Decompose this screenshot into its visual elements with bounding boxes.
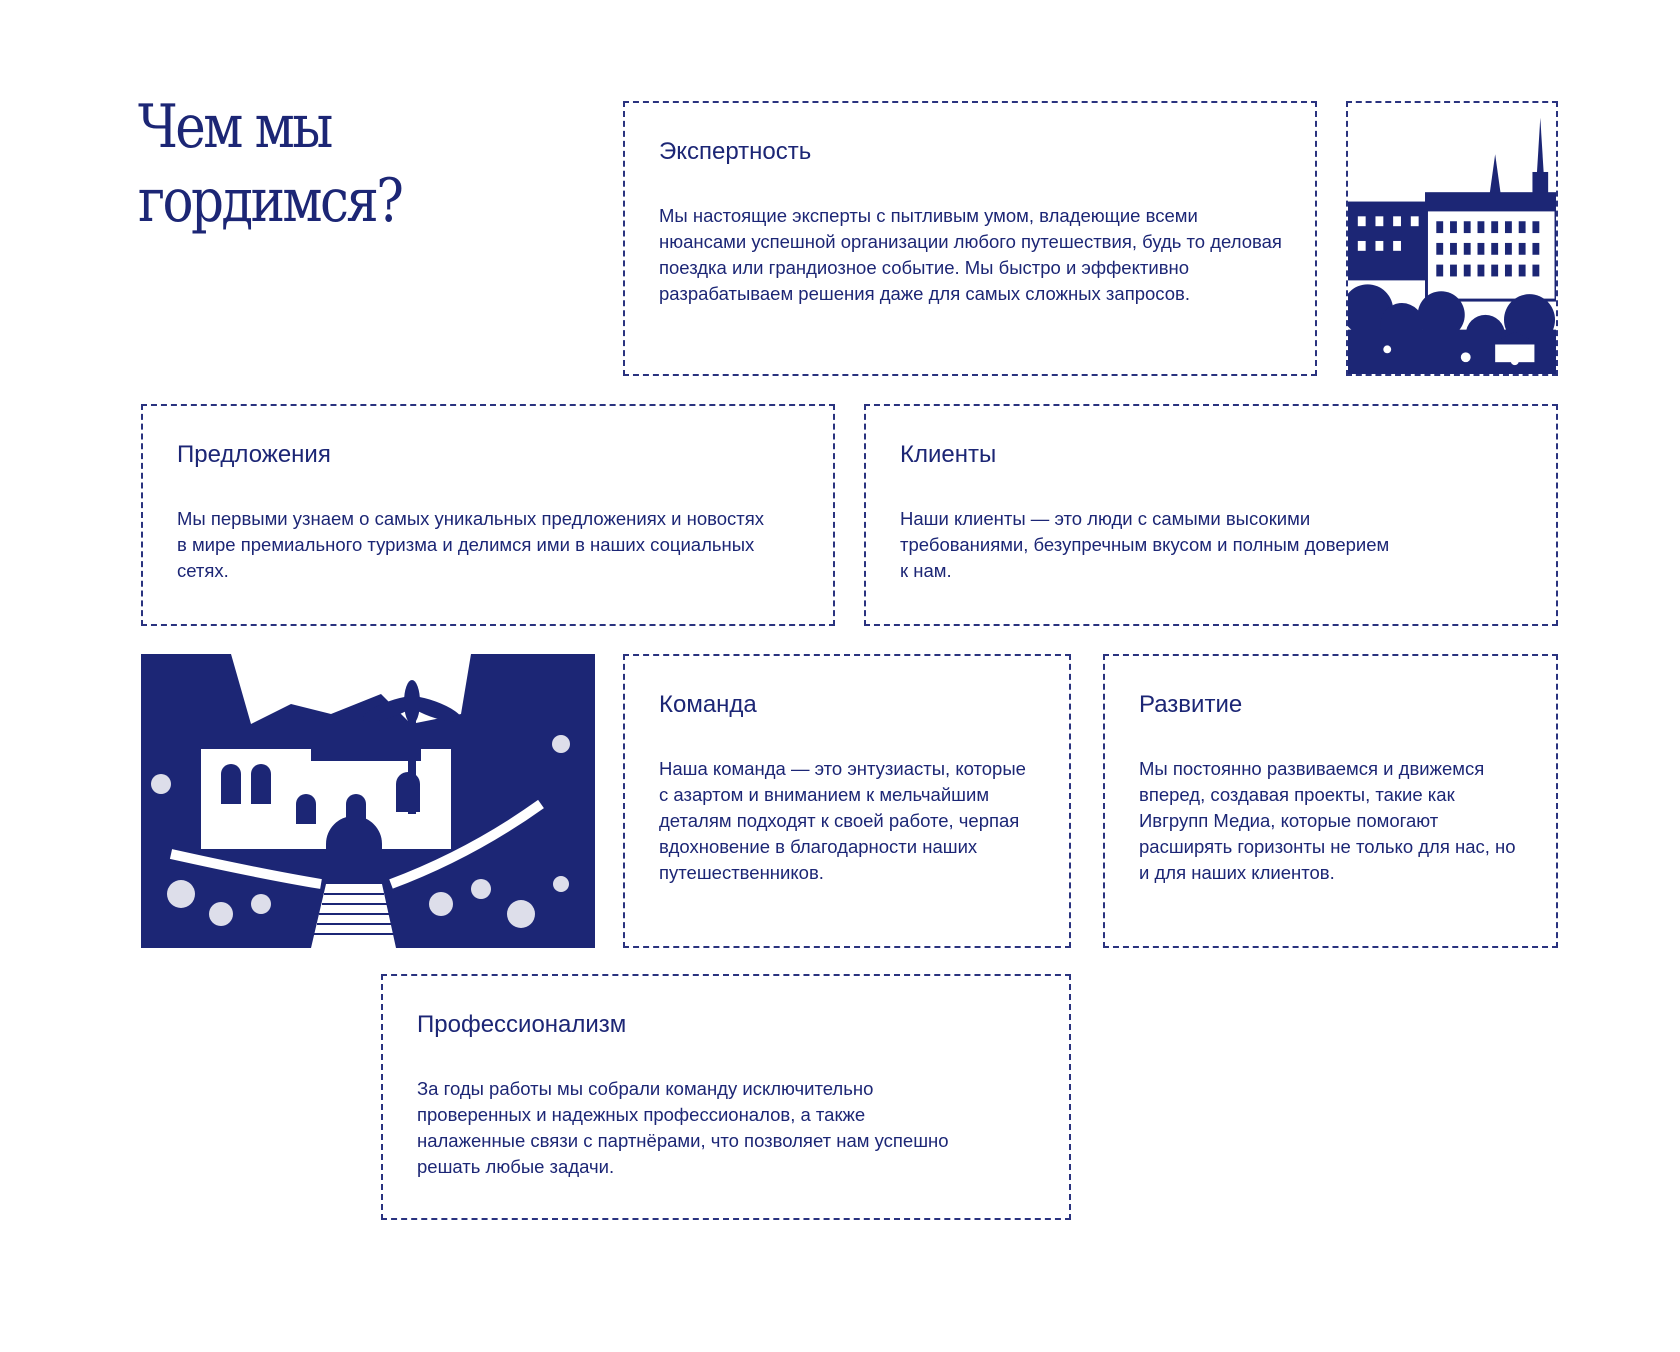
garden-illustration-image bbox=[141, 654, 595, 948]
page-title-line-2: гордимся? bbox=[138, 166, 402, 236]
card-text: Мы настоящие эксперты с пытливым умом, владеющие всеми нюансами успешной организации любого путешествия, будь то деловая поездка или грандиозное событие. Мы быстро и эффективно разрабатываем решения даже для самых сложных запросов. bbox=[659, 205, 1282, 304]
card-expertise bbox=[623, 101, 1317, 376]
card-growth bbox=[1103, 654, 1558, 948]
city-illustration bbox=[1346, 101, 1558, 376]
card-clients bbox=[864, 404, 1558, 626]
card-title: Предложения bbox=[177, 441, 331, 468]
card-text: За годы работы мы собрали команду исключительно проверенных и надежных профессионалов, а также налаженные связи с партнёрами, что позволяет нам успешно решать любые задачи. bbox=[417, 1078, 949, 1177]
card-team bbox=[623, 654, 1071, 948]
page-title-line-1: Чем мы bbox=[138, 92, 331, 162]
card-professionalism bbox=[381, 974, 1071, 1220]
city-illustration-image bbox=[1348, 103, 1556, 374]
card-text: Наша команда — это энтузиасты, которые с азартом и вниманием к мельчайшим деталям подходят к своей работе, черпая вдохновение в благодарности наших путешественников. bbox=[659, 758, 1026, 883]
card-title: Клиенты bbox=[900, 441, 997, 468]
card-text: Мы первыми узнаем о самых уникальных предложениях и новостях в мире премиального туризма и делимся ими в наших социальных сетях. bbox=[177, 508, 765, 581]
card-title: Развитие bbox=[1139, 691, 1243, 718]
card-title: Профессионализм bbox=[417, 1011, 627, 1038]
card-title: Команда bbox=[659, 691, 757, 718]
card-text: Мы постоянно развиваемся и движемся вперед, создавая проекты, такие как Ивгрупп Медиа, которые помогают расширять горизонты не только для нас, но и для наших клиентов. bbox=[1139, 758, 1516, 883]
page-title bbox=[138, 90, 448, 238]
card-title: Экспертность bbox=[659, 138, 812, 165]
card-text: Наши клиенты — это люди с самыми высокими требованиями, безупречным вкусом и полным доверием к нам. bbox=[900, 508, 1390, 581]
card-offers bbox=[141, 404, 835, 626]
garden-illustration bbox=[141, 654, 595, 948]
